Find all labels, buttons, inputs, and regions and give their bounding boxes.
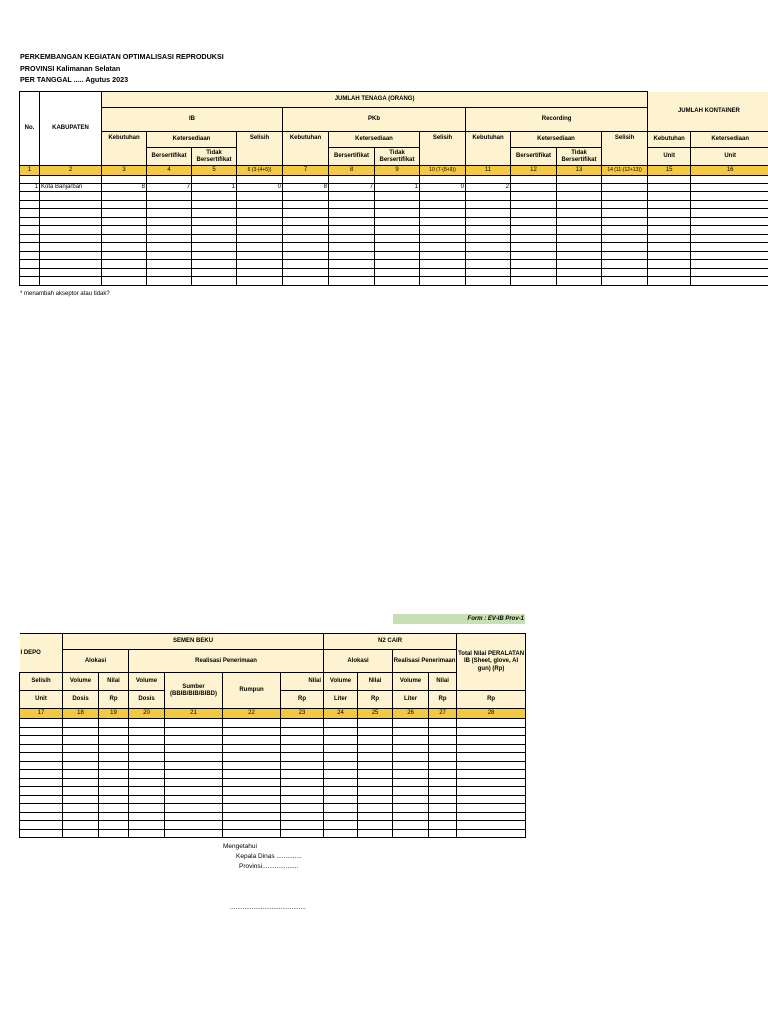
n2-volume-header: Volume: [324, 673, 358, 691]
row-value: 0: [420, 184, 466, 192]
ib-selisih-header: Selisih: [237, 132, 283, 166]
empty-rows-1: [20, 192, 768, 286]
row-value: 1: [375, 184, 420, 192]
rec-kebutuhan-header: Kebutuhan: [466, 132, 511, 166]
sumber-header: Sumber (BBIB/BIB/BIBD): [165, 673, 223, 709]
rp-header: Rp: [99, 691, 129, 709]
report-date: PER TANGGAL ..... Agutus 2023: [20, 75, 129, 84]
ib-bersertifikat-header: Bersertifikat: [147, 148, 192, 166]
semen-volume-header: Volume: [63, 673, 99, 691]
col-number: 15: [648, 166, 691, 176]
report-title: PERKEMBANGAN KEGIATAN OPTIMALISASI REPRODUKSI: [20, 52, 224, 61]
pkb-ketersediaan-header: Ketersediaan: [329, 132, 420, 148]
col-number: 5: [192, 166, 237, 176]
col-number: 21: [165, 709, 223, 719]
row-value: 1: [192, 184, 237, 192]
col-number: 24: [324, 709, 358, 719]
col-number: 2: [40, 166, 102, 176]
pkb-tidak-bersertifikat-header: Tidak Bersertifikat: [375, 148, 420, 166]
rec-tidak-bersertifikat-header: Tidak Bersertifikat: [557, 148, 602, 166]
col-number: 16: [691, 166, 768, 176]
recording-header: Recording: [466, 108, 648, 132]
dosis-header-2: Dosis: [129, 691, 165, 709]
n2-cair-header: N2 CAIR: [324, 634, 457, 650]
n2-nilai-header: Nilai: [358, 673, 393, 691]
dosis-header: Dosis: [63, 691, 99, 709]
n2-realisasi-volume-header: Volume: [393, 673, 429, 691]
semen-table: [19, 633, 526, 838]
pkb-header: PKb: [283, 108, 466, 132]
realisasi-nilai-header: Nilai: [281, 673, 324, 691]
semen-beku-header: SEMEN BEKU: [63, 634, 324, 650]
form-label: Form : EV-IB Prov-1: [393, 614, 525, 624]
col-number: 10 (7-(8+9)): [420, 166, 466, 176]
pkb-kebutuhan-header: Kebutuhan: [283, 132, 329, 166]
col-number: 27: [429, 709, 457, 719]
liter-header: Liter: [324, 691, 358, 709]
col-number: 11: [466, 166, 511, 176]
col-number: 25: [358, 709, 393, 719]
sig-kepala-dinas: Kepala Dinas ..............: [236, 853, 302, 860]
report-header: [20, 51, 224, 86]
depo-selisih-header: Selisih: [20, 673, 63, 691]
col-number: 20: [129, 709, 165, 719]
sig-provinsi: Provinsi....................: [239, 863, 299, 870]
col-number: 6 (3-(4+5)): [237, 166, 283, 176]
col-number: 17: [20, 709, 63, 719]
col-kabupaten-header: KABUPATEN: [40, 92, 102, 166]
col-number: 14 (11-(12+13)): [602, 166, 648, 176]
ib-ketersediaan-header: Ketersediaan: [147, 132, 237, 148]
empty-rows-2: [20, 719, 526, 838]
rp-header-3: Rp: [358, 691, 393, 709]
col-number: 26: [393, 709, 429, 719]
col-no-header: No.: [20, 92, 40, 166]
rec-ketersediaan-header: Ketersediaan: [511, 132, 602, 148]
col-number: 8: [329, 166, 375, 176]
row-value: 0: [237, 184, 283, 192]
table-row: [20, 184, 768, 192]
col-number: 12: [511, 166, 557, 176]
kontainer-unit-header: Unit: [648, 148, 691, 166]
col-number: 3: [102, 166, 147, 176]
n2-realisasi-header: Realisasi Penerimaan: [393, 650, 457, 673]
jumlah-kontainer-header: JUMLAH KONTAINER: [648, 92, 768, 132]
footnote: * menambah akseptor atau tidak?: [20, 291, 110, 297]
rp-header-2: Rp: [281, 691, 324, 709]
n2-alokasi-header: Alokasi: [324, 650, 393, 673]
kontainer-unit-header-2: Unit: [691, 148, 768, 166]
col-number: 9: [375, 166, 420, 176]
jumlah-tenaga-header: JUMLAH TENAGA (ORANG): [102, 92, 648, 108]
depo-header: I DEPO: [20, 634, 63, 673]
rec-bersertifikat-header: Bersertifikat: [511, 148, 557, 166]
col-number: 18: [63, 709, 99, 719]
rp-header-5: Rp: [457, 691, 526, 709]
realisasi-volume-header: Volume: [129, 673, 165, 691]
row-value: 8: [283, 184, 329, 192]
semen-realisasi-header: Realisasi Penerimaan: [129, 650, 324, 673]
kontainer-kebutuhan-header: Kebutuhan: [648, 132, 691, 148]
ib-tidak-bersertifikat-header: Tidak Bersertifikat: [192, 148, 237, 166]
row-value: 7: [147, 184, 192, 192]
sig-signature-line: ..........................................: [230, 904, 306, 911]
row-value: 7: [329, 184, 375, 192]
report-province: PROVINSI Kalimanan Selatan: [20, 63, 121, 73]
kontainer-ketersediaan-header: Ketersediaan: [691, 132, 768, 148]
row-no: 1: [20, 184, 40, 192]
row-kabupaten: Kota Banjarbari: [40, 184, 102, 192]
col-number: 1: [20, 166, 40, 176]
col-number: 7: [283, 166, 329, 176]
row-value: 2: [466, 184, 511, 192]
col-number: 19: [99, 709, 129, 719]
semen-alokasi-header: Alokasi: [63, 650, 129, 673]
col-number: 13: [557, 166, 602, 176]
col-number: 22: [223, 709, 281, 719]
sig-mengetahui: Mengetahui: [223, 843, 257, 850]
pkb-bersertifikat-header: Bersertifikat: [329, 148, 375, 166]
tenaga-table: [19, 91, 768, 286]
spacer-row: [20, 176, 768, 184]
unit-header: Unit: [20, 691, 63, 709]
col-number: 4: [147, 166, 192, 176]
pkb-selisih-header: Selisih: [420, 132, 466, 166]
rp-header-4: Rp: [429, 691, 457, 709]
total-nilai-header: Total Nilai PERALATAN IB (Sheet, glove, AI gun) (Rp): [457, 634, 526, 691]
rumpun-header: Rumpun: [223, 673, 281, 709]
col-number: 28: [457, 709, 526, 719]
semen-nilai-header: Nilai: [99, 673, 129, 691]
row-value: 8: [102, 184, 147, 192]
ib-header: IB: [102, 108, 283, 132]
rec-selisih-header: Selisih: [602, 132, 648, 166]
liter-header-2: Liter: [393, 691, 429, 709]
ib-kebutuhan-header: Kebutuhan: [102, 132, 147, 166]
col-number: 23: [281, 709, 324, 719]
n2-realisasi-nilai-header: Nilai: [429, 673, 457, 691]
